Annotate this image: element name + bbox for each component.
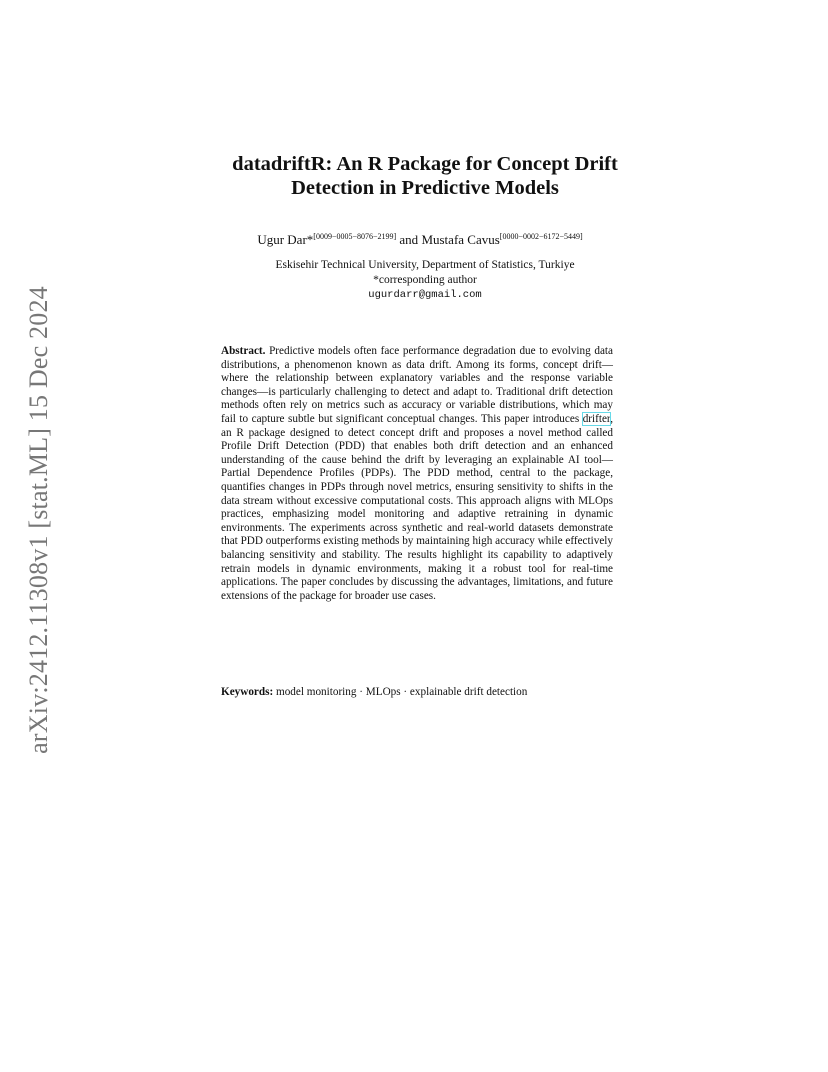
corresponding-author-note: *corresponding author	[373, 274, 477, 286]
abstract	[221, 345, 613, 603]
author-2-name: Mustafa Cavus	[421, 232, 500, 247]
author-1-name: Ugur Dar*	[257, 232, 314, 247]
author-email[interactable]: ugurdarr@gmail.com	[368, 289, 482, 301]
author-connector: and	[396, 232, 422, 247]
keywords	[221, 685, 613, 699]
arxiv-identifier-stamp: arXiv:2412.11308v1 [stat.ML] 15 Dec 2024	[24, 286, 53, 754]
institution: Eskisehir Technical University, Department of Statistics, Turkiye	[275, 259, 575, 271]
paper-title	[140, 152, 710, 200]
keywords-text: model monitoring · MLOps · explainable drift detection	[273, 686, 528, 698]
abstract-text-part-2: , an R package designed to detect concept drift and proposes a novel method called Profile Drift Detection (PDD) that enables both drift detection and an enhanced understanding of the cause behind the drift by leveraging an explainable AI tool—Partial Dependence Profiles (PDPs). The PDD method, central to the package, quantifies changes in PDPs through novel metrics, ensuring sensitivity to shifts in the data stream without excessive computational costs. This approach aligns with MLOps practices, emphasizing model monitoring and adaptive retraining in dynamic environments. The experiments across synthetic and real-world datasets demonstrate that PDD outperforms existing methods by maintaining high accuracy while effectively balancing sensitivity and stability. The results highlight its capability to adaptively retrain models in dynamic environments, making it a robust tool for real-time applications. The paper concludes by discussing the advantages, limitations, and future extensions of the package for broader use cases.	[221, 412, 613, 602]
title-line-1: datadriftR: An R Package for Concept Drift	[232, 153, 618, 175]
drifter-package-link[interactable]: drifter	[582, 412, 611, 425]
abstract-label: Abstract.	[221, 345, 266, 357]
abstract-text-part-1: Predictive models often face performance degradation due to evolving data distributions, a phenomenon known as data drift. Among its forms, concept drift—where the relationship between explanatory variables and the response variable changes—is particularly challenging to detect and adapt to. Traditional drift detection methods often rely on metrics such as accuracy or variable distributions, which may fail to capture subtle but significant conceptual changes. This paper introduces	[221, 345, 613, 425]
author-2-orcid[interactable]: [0000−0002−6172−5449]	[499, 232, 583, 241]
title-line-2: Detection in Predictive Models	[291, 177, 559, 199]
affiliation-block	[140, 258, 710, 303]
keywords-label: Keywords:	[221, 686, 274, 698]
author-list	[120, 229, 720, 248]
author-1-orcid[interactable]: [0009−0005−8076−2199]	[313, 232, 397, 241]
